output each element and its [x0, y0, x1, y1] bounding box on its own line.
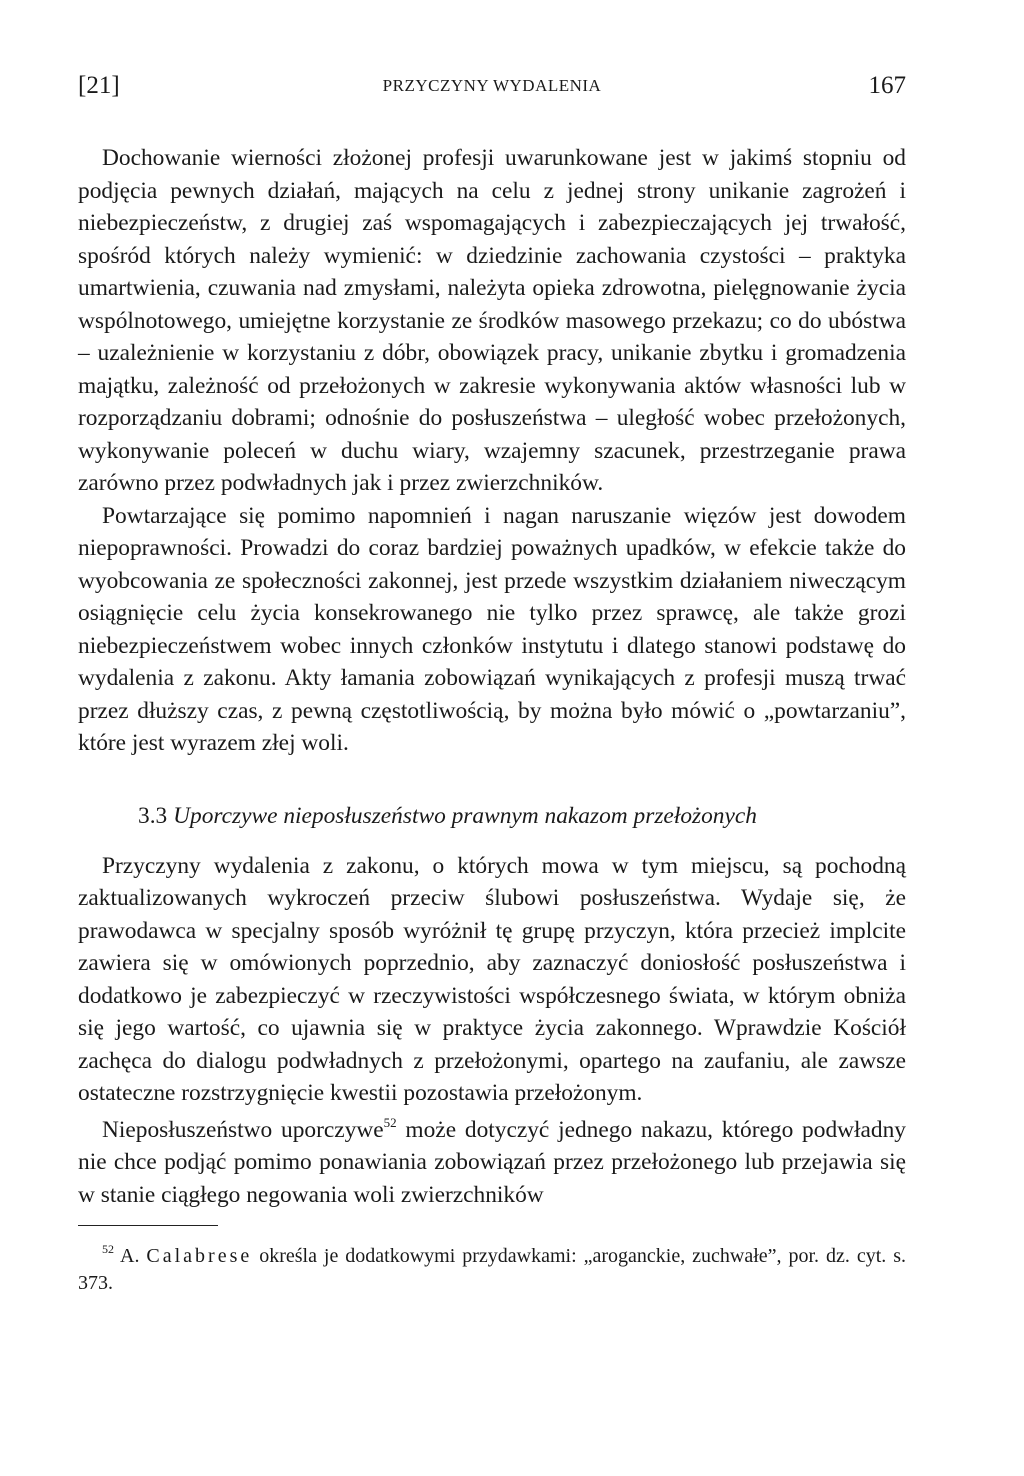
footnote-text: określa je dodatkowymi przydawkami: „aroganckie, zuchwałe”, por. dz. cyt. s. 373.: [78, 1245, 907, 1294]
section-number: 3.3: [138, 802, 168, 829]
footnote-author-name: Calabrese: [146, 1245, 253, 1267]
running-header: [78, 68, 906, 108]
paragraph-text-start: Nieposłuszeństwo uporczywe: [102, 1116, 384, 1143]
paragraph-fidelity: Dochowanie wierności złożonej profesji uwarunkowane jest w jakimś stopniu od podjęcia pewnych działań, mających na celu z jednej strony unikanie zagrożeń i niebezpieczeństw, z drugiej zaś wspomagających i zabezpieczających jej trwałość, spośród których należy wymienić: w dziedzinie zachowania czystości – praktyka umartwienia, czuwania nad zmysłami, należyta opieka zdrowotna, pielęgnowanie życia wspólnotowego, umiejętne korzystanie ze środków masowego przekazu; co do ubóstwa – uzależnienie w korzystaniu z dóbr, obowiązek pracy, unikanie zbytku i gromadzenia majątku, zależność od przełożonych w zakresie wykonywania aktów własności lub w rozporządzaniu dobrami; odnośnie do posłuszeństwa – uległość wobec przełożonych, wykonywanie poleceń w duchu wiary, wzajemny szacunek, przestrzeganie prawa zarówno przez podwładnych jak i przez zwierzchników.: [78, 145, 906, 496]
footnote-number: 52: [102, 1242, 114, 1256]
footnote: [78, 1236, 906, 1297]
footnote-reference: 52: [383, 1114, 397, 1130]
paragraph-causes: Przyczyny wydalenia z zakonu, o których mowa w tym miejscu, są pochodną zaktualizowanych wykroczeń przeciw ślubowi posłuszeństwa. Wydaje się, że prawodawca w specjalny sposób wyróżnił tę grupę przyczyn, która przecież implcite zawiera się w omówionych poprzednio, aby zaznaczyć doniosłość posłuszeństwa i dodatkowo je zabezpieczyć w rzeczywistości współczesnego świata, w którym obniża się jego wartość, co ujawnia się w praktyce życia zakonnego. Wprawdzie Kościół zachęca do dialogu podwładnych z przełożonymi, opartego na zaufaniu, ale zawsze ostateczne rozstrzygnięcie kwestii pozostawia przełożonym.: [78, 852, 906, 1106]
paragraph-disobedience: [78, 1114, 906, 1212]
section-heading: [138, 800, 906, 832]
book-page: [78, 68, 906, 1317]
paragraph-text-end: może dotyczyć jednego nakazu, którego podwładny nie chce podjąć pomimo ponawiania zobowiązań przez przełożonego lub przejawia się w stanie ciągłego negowania woli zwierzchników: [78, 1116, 906, 1208]
page-number: 167: [868, 72, 906, 99]
paragraph-repetition: Powtarzające się pomimo napomnień i nagan naruszanie więzów jest dowodem niepoprawności. Prowadzi do coraz bardziej poważnych upadków, w efekcie także do wyobcowania ze społeczności zakonnej, jest przede wszystkim działaniem niweczącym osiągnięcie celu życia konsekrowanego nie tylko przez sprawcę, ale także grozi niebezpieczeństwem wobec innych członków instytutu i dlatego stanowi podstawę do wydalenia z zakonu. Akty łamania zobowiązań wynikających z profesji muszą trwać przez dłuższy czas, z pewną częstotliwością, by można było mówić o „powtarzaniu”, które jest wyrazem złej woli.: [78, 502, 906, 756]
footnote-divider: [78, 1225, 218, 1226]
chapter-marker: [21]: [78, 72, 120, 99]
footnote-author-initial: A.: [120, 1245, 140, 1267]
running-title: PRZYCZYNY WYDALENIA: [382, 76, 602, 95]
section-title: Uporczywe nieposłuszeństwo prawnym nakazom przełożonych: [173, 802, 757, 829]
